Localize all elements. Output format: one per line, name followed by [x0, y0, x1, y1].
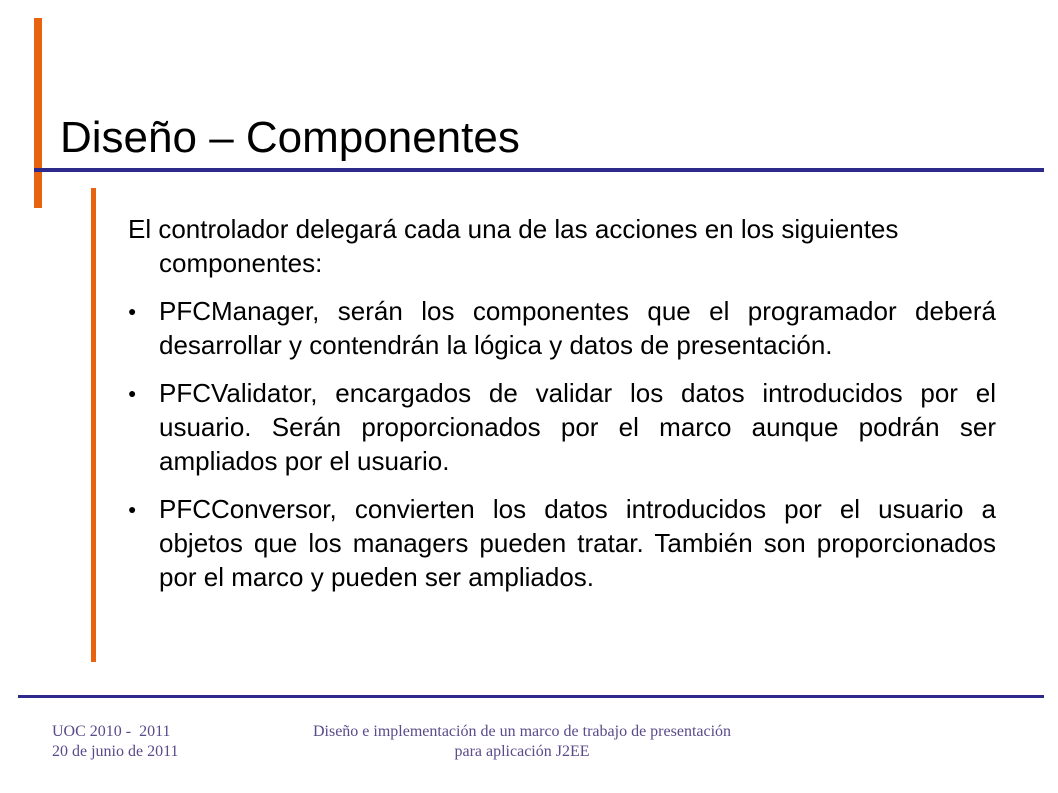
footer-divider: [18, 695, 1044, 698]
slide-body: [128, 212, 996, 608]
bullet-item: [128, 492, 996, 594]
footer-title-line2: para aplicación J2EE: [454, 743, 590, 760]
footer-course-info: [52, 722, 179, 762]
bullet-text: PFCConversor, convierten los datos introducidos por el usuario a objetos que los managers pueden tratar. También son proporcionados por el marco y pueden ser ampliados.: [159, 494, 996, 592]
bullet-icon: ●: [128, 501, 137, 517]
footer-date: 20 de junio de 2011: [52, 743, 179, 760]
bullet-item: [128, 294, 996, 362]
title-divider: [34, 168, 1044, 172]
bullet-item: [128, 376, 996, 478]
intro-paragraph: El controlador delegará cada una de las acciones en los siguientes componentes:: [128, 214, 899, 278]
content-accent-bar: [91, 188, 96, 662]
bullet-icon: ●: [128, 385, 137, 401]
bullet-text: PFCValidator, encargados de validar los datos introducidos por el usuario. Serán proporcionados por el marco aunque podrán ser ampliados por el usuario.: [159, 378, 996, 476]
footer-course: UOC 2010 - 2011: [52, 723, 171, 740]
footer-title-line1: Diseño e implementación de un marco de trabajo de presentación: [312, 723, 732, 740]
bullet-icon: ●: [128, 303, 137, 319]
title-accent-bar: [34, 18, 42, 208]
footer-project-title: [252, 722, 792, 762]
bullet-text: PFCManager, serán los componentes que el programador deberá desarrollar y contendrán la lógica y datos de presentación.: [159, 296, 996, 360]
slide-title: Diseño – Componentes: [60, 113, 520, 162]
